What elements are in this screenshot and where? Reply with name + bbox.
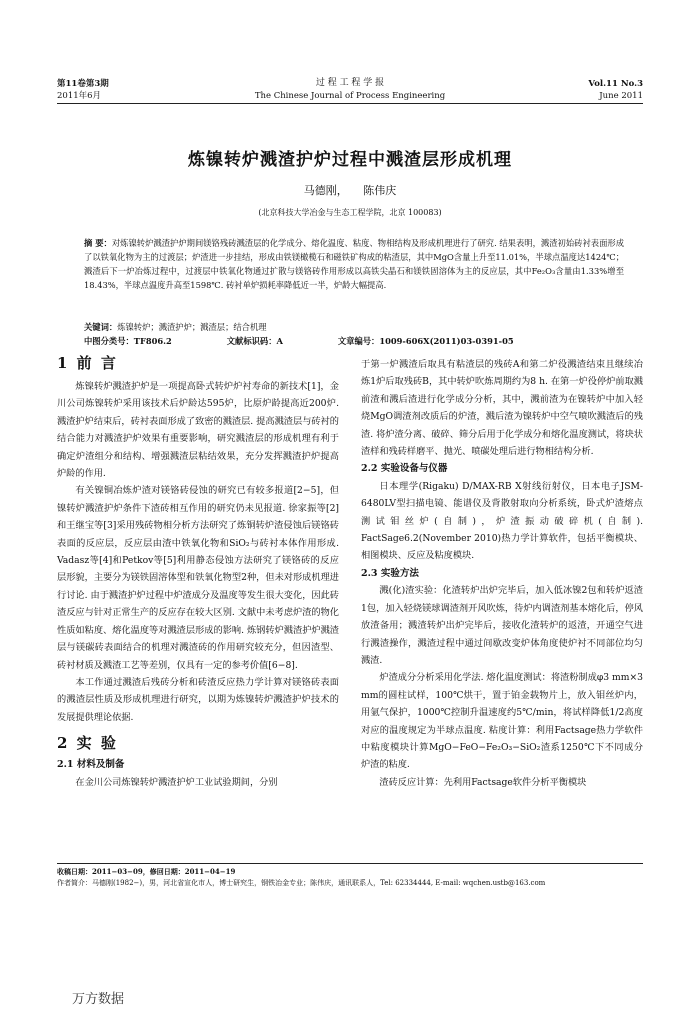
section-2-2-heading: 2.2 实验设备与仪器 bbox=[361, 463, 448, 475]
right-column bbox=[361, 356, 643, 791]
paragraph: 在金川公司炼镍转炉溅渣护炉工业试验期间，分别 bbox=[75, 776, 278, 788]
header-date-en: June 2011 bbox=[599, 91, 643, 101]
document-code: 文献标识码：A bbox=[226, 336, 283, 346]
paragraph: 有关镍铜冶炼炉渣对镁铬砖侵蚀的研究已有较多报道[2−5]，但镍转炉溅渣护炉条件下渣砖相互作用的研究仍未见报道. 徐家振等[2]和王继宝等[3]采用残砖物相分析方法研究了炼铜转炉渣侵蚀后镁铬砖表面的反应层，反应层由渣中铁氧化物和SiO₂与砖衬本体作用形成. Vadasz等[4]和Petkov等[5]利用静态侵蚀方法研究了镁铬砖的反应层形貌，主要分为镁铁固溶体型和铁氧化物型2种，但未对形成机理进行讨论. 由于溅渣护炉过程中炉渣成分及温度等发生很大变化，因此砖渣反应与针对正常生产的反应存在较大区别. 文献中未考虑炉渣的物化性质如粘度、熔化温度等对溅渣层形成的影响. 炼钢转炉溅渣护炉溅渣层与镁碳砖表面结合的机理对溅渣砖的作用研究较充分，但因渣型、砖衬材质及溅渣工艺等差别，仅具有一定的参考价值[6−8]. bbox=[57, 485, 339, 671]
abstract bbox=[84, 236, 624, 292]
keywords-label: 关键词： bbox=[84, 322, 118, 332]
header-volume: 第11卷第3期 bbox=[57, 79, 109, 89]
keywords bbox=[84, 320, 624, 334]
abstract-text: 对炼镍转炉溅渣护炉期间镁铬残砖溅渣层的化学成分、熔化温度、粘度、物相结构及形成机理进行了研究. 结果表明，溅渣初始砖衬表面形成了以铁氧化物为主的过渡层；炉渣进一步挂结，形成由铁镁橄榄石和磁铁矿构成的粘渣层，其中MgO含量上升至11.01%，半球点温度达1424℃；溅渣后下一炉冶炼过程中，过渡层中铁氧化物通过扩散与镁铬砖作用形成以高铁尖晶石和镁铁固溶体为主的反应层，其中Fe₂O₃含量由1.33%增至18.43%，半球点温度升高至1598℃. 砖衬单炉损耗率降低近一半，炉龄大幅提高. bbox=[84, 238, 625, 290]
keywords-text: 炼镍转炉；溅渣护炉；溅渣层；结合机理 bbox=[117, 322, 267, 332]
paragraph: 炼镍转炉溅渣护炉是一项提高卧式转炉炉衬寿命的新技术[1]，金川公司炼镍转炉采用该技术后炉龄达595炉，比原炉龄提高近200炉. 溅渣护炉结束后，砖衬表面形成了致密的溅渣层. 提高溅渣层与砖衬的结合能力对溅渣护炉效果有重要影响，研究溅渣层的形成机理有利于确定炉渣组分和结构、增强溅渣层粘结效果，充分发挥溅渣护炉提高炉龄的作用. bbox=[57, 381, 339, 480]
paragraph: 渣砖反应计算：先利用Factsage软件分析平衡模块 bbox=[379, 776, 587, 788]
footnote-dates: 收稿日期：2011−03−09，修回日期：2011−04−19 bbox=[57, 867, 236, 876]
journal-name-en: The Chinese Journal of Process Engineering bbox=[254, 91, 446, 101]
paper-authors: 马德刚， 陈伟庆 bbox=[303, 184, 397, 197]
header-rule bbox=[57, 103, 643, 104]
paragraph: 本工作通过溅渣后残砖分析和砖渣反应热力学计算对镁铬砖表面的溅渣层性质及形成机理进行研究，以期为炼镍转炉溅渣护炉技术的发展提供理论依据. bbox=[57, 676, 339, 723]
paper-title: 炼镍转炉溅渣护炉过程中溅渣层形成机理 bbox=[188, 150, 512, 170]
paper-affiliation: (北京科技大学冶金与生态工程学院，北京 100083) bbox=[258, 208, 442, 217]
section-2-heading: 2 实 验 bbox=[57, 734, 118, 753]
source-watermark: 万方数据 bbox=[72, 992, 125, 1007]
journal-name-cn: 过 程 工 程 学 报 bbox=[315, 78, 385, 88]
header-date: 2011年6月 bbox=[57, 91, 102, 101]
section-2-1-heading: 2.1 材料及制备 bbox=[57, 759, 125, 771]
section-2-3-heading: 2.3 实验方法 bbox=[361, 567, 419, 579]
header-volume-en: Vol.11 No.3 bbox=[588, 79, 643, 89]
section-1-heading: 1 前 言 bbox=[57, 354, 118, 372]
abstract-label: 摘 要： bbox=[84, 238, 112, 248]
clc-number: 中图分类号：TF806.2 bbox=[84, 336, 172, 346]
left-column bbox=[57, 352, 339, 791]
paragraph: 炉渣成分分析采用化学法. 熔化温度测试：将渣粉制成φ3 mm×3 mm的圆柱试样，100℃烘干，置于铂金载物片上，放入钼丝炉内，用氩气保护，1000℃控制升温速度约5℃/min，将试样降低1/2高度对应的温度规定为半球点温度. 粘度计算：利用Factsage热力学软件中粘度模块计算MgO−FeO−Fe₂O₃−SiO₂渣系1250℃下不同成分炉渣的粘度. bbox=[361, 672, 643, 771]
paragraph: 溅(化)渣实验：化渣转炉出炉完毕后，加入低冰镍2包和转炉返渣1包，加入轻烧镁球调渣剂开风吹炼，待炉内调渣剂基本熔化后，停风放渣备用；溅渣转炉出炉完毕后，接收化渣转炉的返渣，开通空气进行溅渣操作，溅渣过程中通过间歇改变炉体角度使炉衬不同部位均匀溅渣. bbox=[361, 585, 643, 666]
article-number: 文章编号：1009-606X(2011)03-0391-05 bbox=[337, 336, 514, 346]
paragraph: 日本理学(Rigaku) D/MAX-RB X射线衍射仪，日本电子JSM-6480LV型扫描电镜、能谱仪及背散射取向分析系统，卧式炉渣熔点测试钼丝炉(自制)，炉渣振动破碎机(自制). FactSage6.2(November 2010)热力学计算软件，包括平衡模块、相图模块、反应及粘度模块. bbox=[361, 480, 643, 562]
paragraph: 于第一炉溅渣后取具有粘渣层的残砖A和第二炉役溅渣结束且继续冶炼1炉后取残砖B，其中转炉吹炼周期约为8 h. 在第一炉役停炉前取溅前渣和溅后渣进行化学成分分析，其中，溅前渣为在镍转炉中加入轻烧MgO调渣剂改质后的炉渣，溅后渣为镍转炉中空气喷吹溅渣后的残渣. 将炉渣分离、破碎、筛分后用于化学成分和熔化温度测试，将块状渣样和残砖样磨平、抛光、喷碳处理后进行物相结构分析. bbox=[361, 359, 643, 458]
footnote-rule bbox=[57, 863, 643, 864]
meta-row bbox=[84, 335, 624, 348]
footnote-author-bio: 作者简介：马德刚(1982−)，男，河北省宣化市人，博士研究生，钢铁冶金专业；陈伟庆，通讯联系人，Tel: 62334444, E-mail: wqchen.ustb@163.com bbox=[57, 879, 546, 887]
